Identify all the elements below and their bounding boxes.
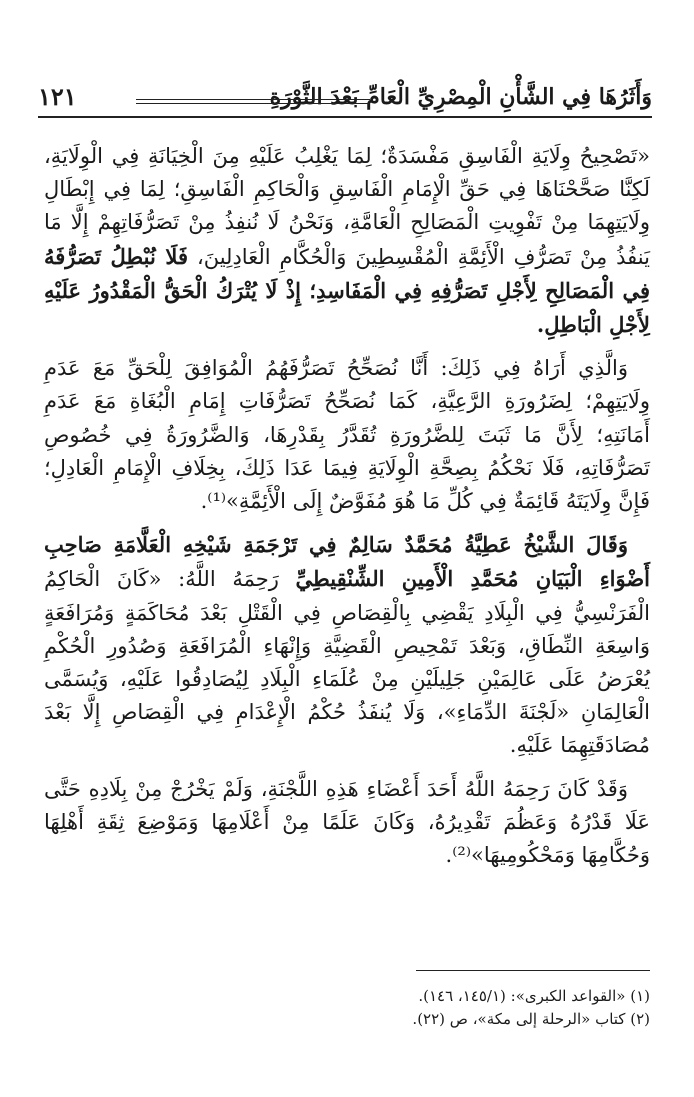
paragraph-bold-text: وَقَالَ الشَّيْخُ عَطِيَّةُ مُحَمَّدٌ سَالِمٌ فِي تَرْجَمَةِ شَيْخِهِ الْعَلَّامَةِ صَاحِبِ أَضْوَاءِ الْبَيَانِ مُحَمَّدِ الْأَمِينِ الشِّنْقِيطِيِّ xyxy=(44,532,650,592)
paragraph-text: وَالَّذِي أَرَاهُ فِي ذَلِكَ: أَنَّا نُصَحِّحُ تَصَرُّفَهُمُ الْمُوَافِقَ لِلْحَقِّ مَعَ عَدَمِ وِلَايَتِهِمْ؛ لِضَرُورَةِ الرَّعِيَّةِ، كَمَا نُصَحِّحُ تَصَرُّفَاتِ إِمَامِ الْبُغَاةِ مَعَ عَدَمِ أَمَانَتِهِ؛ لِأَنَّ مَا ثَبَتَ لِلضَّرُورَةِ تُقَدَّرُ بِقَدْرِهَا، وَالضَّرُورَةُ فِي خُصُوصِ تَصَرُّفَاتِهِ، فَلَا نَحْكُمُ بِصِحَّةِ الْوِلَايَةِ فِيمَا عَدَا ذَلِكَ، بِخِلَافِ الْإِمَامِ الْعَادِلِ؛ فَإِنَّ وِلَايَتَهُ قَائِمَةٌ فِي كُلِّ مَا هُوَ مُفَوَّضٌ إِلَى الْأَئِمَّةِ»⁽¹⁾. xyxy=(44,356,650,514)
header-rule xyxy=(38,116,652,118)
paragraph-quote-1 xyxy=(44,140,650,342)
body-text xyxy=(44,140,650,882)
paragraph-quote-2 xyxy=(44,352,650,518)
paragraph-attiya xyxy=(44,528,650,762)
header-double-line xyxy=(136,99,370,104)
paragraph-bold-text: فَلَا نُبْطِلُ تَصَرُّفَهُ فِي الْمَصَالِحِ لِأَجْلِ تَصَرُّفِهِ فِي الْمَفَاسِدِ؛ إِذْ لَا يُتْرَكُ الْحَقُّ الْمَقْدُورُ عَلَيْهِ لِأَجْلِ الْبَاطِلِ. xyxy=(44,243,650,338)
page-number: ١٢١ xyxy=(38,82,77,111)
paragraph-text: وَقَدْ كَانَ رَحِمَهُ اللَّهُ أَحَدَ أَعْضَاءِ هَذِهِ اللَّجْنَةِ، وَلَمْ يَخْرُجْ مِنْ بِلَادِهِ حَتَّى عَلَا قَدْرُهُ وَعَظُمَ تَقْدِيرُهُ، وَكَانَ عَلَمًا مِنْ أَعْلَامِهَا وَمَوْضِعَ ثِقَةِ أَهْلِهَا وَحُكَّامِهَا وَمَحْكُومِيهَا»⁽²⁾. xyxy=(44,776,650,868)
running-title: وَأَثَرُهَا فِي الشَّأْنِ الْمِصْرِيِّ الْعَامِّ بَعْدَ الثَّوْرَةِ xyxy=(269,84,652,110)
footnote-2: (٢) كتاب «الرحلة إلى مكة»، ص (٢٢). xyxy=(412,1010,650,1028)
paragraph-text: رَحِمَهُ اللَّهُ: «كَانَ الْحَاكِمُ الْفَرَنْسِيُّ فِي الْبِلَادِ يَقْضِي بِالْقِصَاصِ فِي الْقَتْلِ بَعْدَ مُحَاكَمَةٍ وَمُرَافَعَةٍ وَاسِعَةِ النِّطَاقِ، وَبَعْدَ تَمْحِيصِ الْقَضِيَّةِ وَإِنْهَاءِ الْمُرَافَعَةِ وَصُدُورِ الْحُكْمِ يُعْرَضُ عَلَى عَالِمَيْنِ جَلِيلَيْنِ مِنْ عُلَمَاءِ الْبِلَادِ لِيُصَادِقُوا عَلَيْهِ، وَيُسَمَّى الْعَالِمَانِ «لَجْنَةَ الدِّمَاءِ»، وَلَا يُنفَذُ حُكْمُ الْإِعْدَامِ فِي الْقِصَاصِ إِلَّا بَعْدَ مُصَادَقَتِهِمَا عَلَيْهِ. xyxy=(44,567,650,758)
paragraph-committee xyxy=(44,773,650,873)
paragraph-text: «تَصْحِيحُ وِلَايَةِ الْفَاسِقِ مَفْسَدَةٌ؛ لِمَا يَغْلِبُ عَلَيْهِ مِنَ الْخِيَانَةِ فِي الْوِلَايَةِ، لَكِنَّا صَحَّحْنَاهَا فِي حَقِّ الْإِمَامِ الْفَاسِقِ وَالْحَاكِمِ الْفَاسِقِ؛ لِمَا فِي إِبْطَالِ وِلَايَتِهِمَا مِنْ تَفْوِيتِ الْمَصَالِحِ الْعَامَّةِ، وَنَحْنُ لَا نُنفِذُ مِنْ تَصَرُّفَاتِهِمْ إِلَّا مَا يَنفُذُ مِنْ تَصَرُّفِ الْأَئِمَّةِ الْمُقْسِطِينَ وَالْحُكَّامِ الْعَادِلِينَ، xyxy=(44,144,650,269)
footnote-rule xyxy=(416,970,650,971)
footnote-1: (١) «القواعد الكبرى»: (١٤٥/١، ١٤٦). xyxy=(418,987,650,1005)
footnotes xyxy=(90,985,650,1031)
